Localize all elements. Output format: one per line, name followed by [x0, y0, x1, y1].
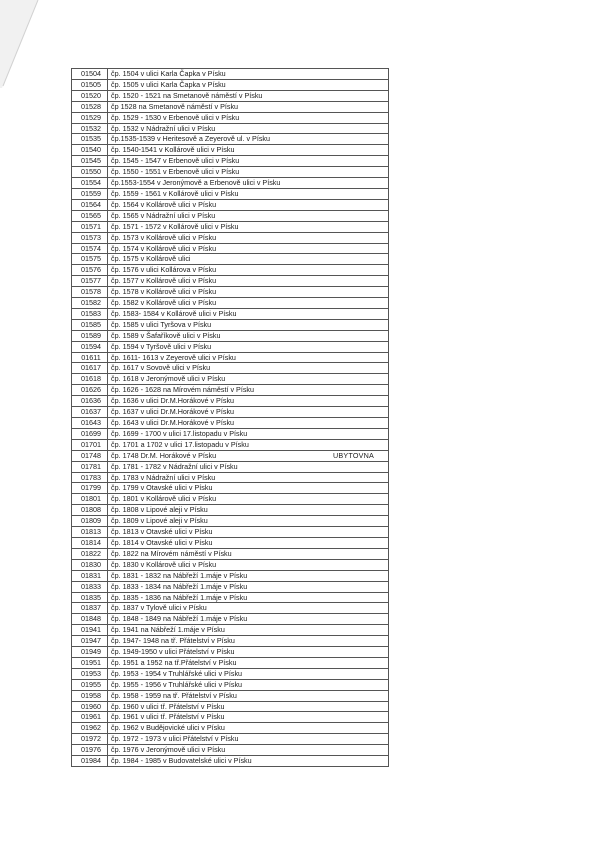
row-code: 01748 — [72, 450, 108, 461]
table-row — [72, 625, 389, 636]
row-code: 01545 — [72, 156, 108, 167]
row-description: čp. 1809 v Lipové aleji v Písku — [111, 516, 208, 526]
row-description: čp. 1960 v ulici tř. Přátelství v Písku — [111, 701, 225, 711]
row-description: čp. 1565 v Nádražní ulici v Písku — [111, 210, 216, 220]
row-code: 01583 — [72, 308, 108, 319]
table-row — [72, 363, 389, 374]
row-description-cell — [108, 647, 389, 658]
row-code: 01801 — [72, 494, 108, 505]
row-description: čp. 1594 v Tyršově ulici v Písku — [111, 341, 212, 351]
row-code: 01831 — [72, 570, 108, 581]
row-description: čp. 1550 - 1551 v Erbenově ulici v Písku — [111, 167, 240, 177]
table-row — [72, 537, 389, 548]
row-description-cell — [108, 756, 389, 767]
row-description: čp. 1748 Dr.M. Horákové v Písku — [111, 450, 217, 460]
row-description-cell — [108, 69, 389, 80]
table-row — [72, 527, 389, 538]
table-row — [72, 134, 389, 145]
table-row — [72, 265, 389, 276]
row-code: 01837 — [72, 603, 108, 614]
row-code: 01617 — [72, 363, 108, 374]
row-description: čp. 1976 v Jeronýmově ulici v Písku — [111, 745, 226, 755]
table-row — [72, 494, 389, 505]
table-row — [72, 745, 389, 756]
table-row — [72, 298, 389, 309]
row-description: čp. 1972 - 1973 v ulici Přátelství v Písku — [111, 734, 239, 744]
table-row — [72, 232, 389, 243]
row-code: 01848 — [72, 614, 108, 625]
row-description: čp. 1822 na Mírovém náměstí v Písku — [111, 548, 232, 558]
table-row — [72, 287, 389, 298]
row-description-cell — [108, 112, 389, 123]
row-code: 01949 — [72, 647, 108, 658]
table-row — [72, 276, 389, 287]
table-row — [72, 581, 389, 592]
row-description-cell — [108, 439, 389, 450]
row-description-cell — [108, 690, 389, 701]
row-description-cell — [108, 396, 389, 407]
row-code: 01976 — [72, 745, 108, 756]
row-note: UBYTOVNA — [332, 450, 374, 460]
row-code: 01958 — [72, 690, 108, 701]
row-description-cell — [108, 614, 389, 625]
table-row — [72, 199, 389, 210]
row-description: čp. 1582 v Kollárově ulici v Písku — [111, 298, 217, 308]
row-description: čp. 1636 v ulici Dr.M.Horákové v Písku — [111, 396, 235, 406]
row-description-cell — [108, 308, 389, 319]
row-code: 01814 — [72, 537, 108, 548]
row-description-cell — [108, 527, 389, 538]
row-description-cell — [108, 472, 389, 483]
table-row — [72, 483, 389, 494]
row-description: čp. 1801 v Kollárově ulici v Písku — [111, 494, 217, 504]
row-code: 01962 — [72, 723, 108, 734]
row-description-cell — [108, 461, 389, 472]
row-code: 01504 — [72, 69, 108, 80]
table-row — [72, 145, 389, 156]
row-description: čp. 1545 - 1547 v Erbenově ulici v Písku — [111, 156, 240, 166]
row-code: 01528 — [72, 101, 108, 112]
row-code: 01571 — [72, 221, 108, 232]
row-description: čp. 1958 - 1959 na tř. Přátelství v Písku — [111, 690, 237, 700]
row-description-cell — [108, 352, 389, 363]
row-description: čp. 1576 v ulici Kollárova v Písku — [111, 265, 217, 275]
table-row — [72, 592, 389, 603]
table-row — [72, 428, 389, 439]
row-code: 01822 — [72, 548, 108, 559]
row-code: 01809 — [72, 516, 108, 527]
row-description-cell — [108, 712, 389, 723]
row-description: čp. 1532 v Nádražní ulici v Písku — [111, 123, 216, 133]
row-description: čp. 1699 - 1700 v ulici 17.listopadu v Písku — [111, 428, 248, 438]
row-code: 01594 — [72, 341, 108, 352]
row-code: 01830 — [72, 559, 108, 570]
table-row — [72, 723, 389, 734]
table-row — [72, 221, 389, 232]
row-description-cell — [108, 668, 389, 679]
table-row — [72, 90, 389, 101]
row-description: čp. 1701 a 1702 v ulici 17.listopadu v Písku — [111, 439, 249, 449]
row-code: 01589 — [72, 330, 108, 341]
row-description: čp 1528 na Smetanově náměstí v Písku — [111, 101, 239, 111]
row-description: čp. 1529 - 1530 v Erbenově ulici v Písku — [111, 112, 240, 122]
row-description: čp.1535-1539 v Heritesově a Zeyerově ul. v Písku — [111, 134, 271, 144]
table-row — [72, 319, 389, 330]
table-row — [72, 374, 389, 385]
row-description-cell — [108, 167, 389, 178]
row-code: 01643 — [72, 418, 108, 429]
row-code: 01972 — [72, 734, 108, 745]
building-list-table — [71, 68, 389, 767]
row-description-cell — [108, 123, 389, 134]
row-description-cell — [108, 134, 389, 145]
row-description-cell — [108, 221, 389, 232]
table-row — [72, 156, 389, 167]
row-description-cell — [108, 483, 389, 494]
row-description: čp. 1848 - 1849 na Nábřeží 1.máje v Písku — [111, 614, 248, 624]
row-description: čp. 1589 v Šafaříkově ulici v Písku — [111, 330, 221, 340]
row-code: 01960 — [72, 701, 108, 712]
row-code: 01540 — [72, 145, 108, 156]
row-description: čp. 1505 v ulici Karla Čapka v Písku — [111, 79, 226, 89]
row-code: 01636 — [72, 396, 108, 407]
table-row — [72, 647, 389, 658]
table-row — [72, 123, 389, 134]
row-description-cell — [108, 581, 389, 592]
table-row — [72, 79, 389, 90]
row-description: čp. 1984 - 1985 v Budovatelské ulici v Písku — [111, 756, 252, 766]
row-description: čp. 1830 v Kollárově ulici v Písku — [111, 559, 217, 569]
table-row — [72, 472, 389, 483]
row-code: 01701 — [72, 439, 108, 450]
table-row — [72, 548, 389, 559]
row-description-cell — [108, 79, 389, 90]
row-description-cell — [108, 101, 389, 112]
row-code: 01618 — [72, 374, 108, 385]
row-code: 01611 — [72, 352, 108, 363]
table-row — [72, 167, 389, 178]
row-code: 01813 — [72, 527, 108, 538]
table-row — [72, 254, 389, 265]
row-description: čp. 1626 - 1628 na Mírovém náměstí v Písku — [111, 385, 255, 395]
row-code: 01574 — [72, 243, 108, 254]
row-description-cell — [108, 592, 389, 603]
row-description: čp. 1571 - 1572 v Kollárově ulici v Písku — [111, 221, 239, 231]
row-code: 01984 — [72, 756, 108, 767]
row-description: čp. 1781 - 1782 v Nádražní ulici v Písku — [111, 461, 238, 471]
row-description-cell — [108, 319, 389, 330]
table-row — [72, 330, 389, 341]
row-description-cell — [108, 341, 389, 352]
row-description-cell — [108, 505, 389, 516]
row-description-cell — [108, 330, 389, 341]
row-description-cell — [108, 276, 389, 287]
row-description-cell — [108, 90, 389, 101]
row-code: 01781 — [72, 461, 108, 472]
row-code: 01941 — [72, 625, 108, 636]
row-code: 01520 — [72, 90, 108, 101]
row-description-cell — [108, 265, 389, 276]
row-description-cell — [108, 385, 389, 396]
row-code: 01947 — [72, 636, 108, 647]
table-row — [72, 407, 389, 418]
row-description-cell — [108, 559, 389, 570]
row-code: 01953 — [72, 668, 108, 679]
row-description-cell — [108, 701, 389, 712]
row-description-cell — [108, 407, 389, 418]
table-row — [72, 450, 389, 461]
row-code: 01577 — [72, 276, 108, 287]
row-code: 01575 — [72, 254, 108, 265]
row-description: čp. 1637 v ulici Dr.M.Horákové v Písku — [111, 407, 235, 417]
row-description: čp. 1799 v Otavské ulici v Písku — [111, 483, 213, 493]
table-row — [72, 69, 389, 80]
table-row — [72, 559, 389, 570]
row-code: 01576 — [72, 265, 108, 276]
row-description-cell — [108, 287, 389, 298]
row-code: 01554 — [72, 178, 108, 189]
row-description-cell — [108, 145, 389, 156]
table-row — [72, 603, 389, 614]
table-row — [72, 188, 389, 199]
row-description: čp. 1814 v Otavské ulici v Písku — [111, 537, 213, 547]
row-description: čp. 1947- 1948 na tř. Přátelství v Písku — [111, 636, 235, 646]
row-description: čp. 1540-1541 v Kollárově ulici v Písku — [111, 145, 235, 155]
table-row — [72, 614, 389, 625]
row-code: 01955 — [72, 679, 108, 690]
row-description-cell — [108, 516, 389, 527]
row-description: čp. 1783 v Nádražní ulici v Písku — [111, 472, 216, 482]
row-code: 01532 — [72, 123, 108, 134]
row-description-cell — [108, 450, 389, 461]
row-description: čp. 1941 na Nábřeží 1.máje v Písku — [111, 625, 225, 635]
row-code: 01783 — [72, 472, 108, 483]
table-row — [72, 657, 389, 668]
row-description: čp. 1813 v Otavské ulici v Písku — [111, 527, 213, 537]
row-code: 01626 — [72, 385, 108, 396]
table-row — [72, 679, 389, 690]
table-row — [72, 570, 389, 581]
row-code: 01808 — [72, 505, 108, 516]
row-description-cell — [108, 298, 389, 309]
row-description: čp. 1583- 1584 v Kollárově ulici v Písku — [111, 308, 237, 318]
row-description: čp. 1961 v ulici tř. Přátelství v Písku — [111, 712, 225, 722]
row-description-cell — [108, 657, 389, 668]
row-description-cell — [108, 570, 389, 581]
table-row — [72, 352, 389, 363]
row-code: 01564 — [72, 199, 108, 210]
row-description: čp. 1617 v Sovově ulici v Písku — [111, 363, 211, 373]
row-description-cell — [108, 156, 389, 167]
row-code: 01582 — [72, 298, 108, 309]
table-row — [72, 668, 389, 679]
row-description-cell — [108, 734, 389, 745]
row-description-cell — [108, 243, 389, 254]
table-row — [72, 516, 389, 527]
row-description-cell — [108, 679, 389, 690]
row-code: 01529 — [72, 112, 108, 123]
row-code: 01550 — [72, 167, 108, 178]
row-description-cell — [108, 188, 389, 199]
row-description: čp. 1835 - 1836 na Nábřeží 1.máje v Písku — [111, 592, 248, 602]
row-description: čp. 1955 - 1956 v Truhlářské ulici v Písku — [111, 679, 243, 689]
table-row — [72, 341, 389, 352]
row-code: 01535 — [72, 134, 108, 145]
row-code: 01637 — [72, 407, 108, 418]
row-description: čp. 1833 - 1834 na Nábřeží 1.máje v Písku — [111, 581, 248, 591]
row-code: 01505 — [72, 79, 108, 90]
row-description-cell — [108, 363, 389, 374]
row-description: čp. 1618 v Jeronýmově ulici v Písku — [111, 374, 226, 384]
row-code: 01833 — [72, 581, 108, 592]
row-description-cell — [108, 428, 389, 439]
table-row — [72, 439, 389, 450]
row-description: čp. 1837 v Tylově ulici v Písku — [111, 603, 207, 613]
row-description: čp. 1611- 1613 v Zeyerově ulici v Písku — [111, 352, 236, 362]
row-description-cell — [108, 625, 389, 636]
row-description: čp. 1831 - 1832 na Nábřeží 1.máje v Písku — [111, 570, 248, 580]
row-code: 01585 — [72, 319, 108, 330]
row-code: 01559 — [72, 188, 108, 199]
row-code: 01699 — [72, 428, 108, 439]
row-description: čp. 1573 v Kollárově ulici v Písku — [111, 232, 217, 242]
row-description-cell — [108, 210, 389, 221]
row-code: 01951 — [72, 657, 108, 668]
row-description: čp. 1953 - 1954 v Truhlářské ulici v Písku — [111, 668, 243, 678]
row-code: 01835 — [72, 592, 108, 603]
table-row — [72, 461, 389, 472]
row-description-cell — [108, 178, 389, 189]
scan-edge-shadow — [0, 0, 40, 90]
table-row — [72, 385, 389, 396]
table-row — [72, 243, 389, 254]
table-row — [72, 505, 389, 516]
row-code: 01961 — [72, 712, 108, 723]
row-code: 01565 — [72, 210, 108, 221]
table-row — [72, 734, 389, 745]
row-description-cell — [108, 745, 389, 756]
table-row — [72, 418, 389, 429]
table-row — [72, 756, 389, 767]
row-description: čp. 1559 - 1561 v Kollárově ulici v Písku — [111, 188, 239, 198]
row-description: čp. 1962 v Budějovické ulici v Písku — [111, 723, 225, 733]
row-description-cell — [108, 374, 389, 385]
row-description-cell — [108, 418, 389, 429]
row-description-cell — [108, 537, 389, 548]
table-row — [72, 178, 389, 189]
row-description: čp. 1949-1950 v ulici Přátelství v Písku — [111, 647, 235, 657]
row-code: 01799 — [72, 483, 108, 494]
table-row — [72, 690, 389, 701]
row-description: čp. 1808 v Lipové aleji v Písku — [111, 505, 208, 515]
row-description-cell — [108, 723, 389, 734]
table-row — [72, 636, 389, 647]
row-description: čp. 1575 v Kollárově ulici — [111, 254, 191, 264]
row-description: čp. 1578 v Kollárově ulici v Písku — [111, 287, 217, 297]
row-description-cell — [108, 254, 389, 265]
row-code: 01573 — [72, 232, 108, 243]
table-row — [72, 308, 389, 319]
row-description: čp. 1504 v ulici Karla Čapka v Písku — [111, 69, 226, 78]
table-row — [72, 701, 389, 712]
row-code: 01578 — [72, 287, 108, 298]
table-row — [72, 396, 389, 407]
row-description: čp. 1577 v Kollárově ulici v Písku — [111, 276, 217, 286]
row-description: čp. 1520 - 1521 na Smetanově náměstí v Písku — [111, 90, 263, 100]
table-row — [72, 101, 389, 112]
row-description: čp. 1564 v Kollárově ulici v Písku — [111, 199, 217, 209]
table-row — [72, 112, 389, 123]
table-row — [72, 712, 389, 723]
row-description: čp. 1585 v ulici Tyršova v Písku — [111, 319, 212, 329]
row-description: čp. 1951 a 1952 na tř.Přátelství v Písku — [111, 657, 237, 667]
row-description-cell — [108, 603, 389, 614]
row-description-cell — [108, 232, 389, 243]
row-description-cell — [108, 494, 389, 505]
row-description-cell — [108, 548, 389, 559]
table-row — [72, 210, 389, 221]
row-description: čp. 1574 v Kollárově ulici v Písku — [111, 243, 217, 253]
row-description-cell — [108, 199, 389, 210]
row-description: čp. 1643 v ulici Dr.M.Horákové v Písku — [111, 418, 235, 427]
row-description: čp.1553-1554 v Jeronýmově a Erbenově ulici v Písku — [111, 178, 281, 188]
row-description-cell — [108, 636, 389, 647]
